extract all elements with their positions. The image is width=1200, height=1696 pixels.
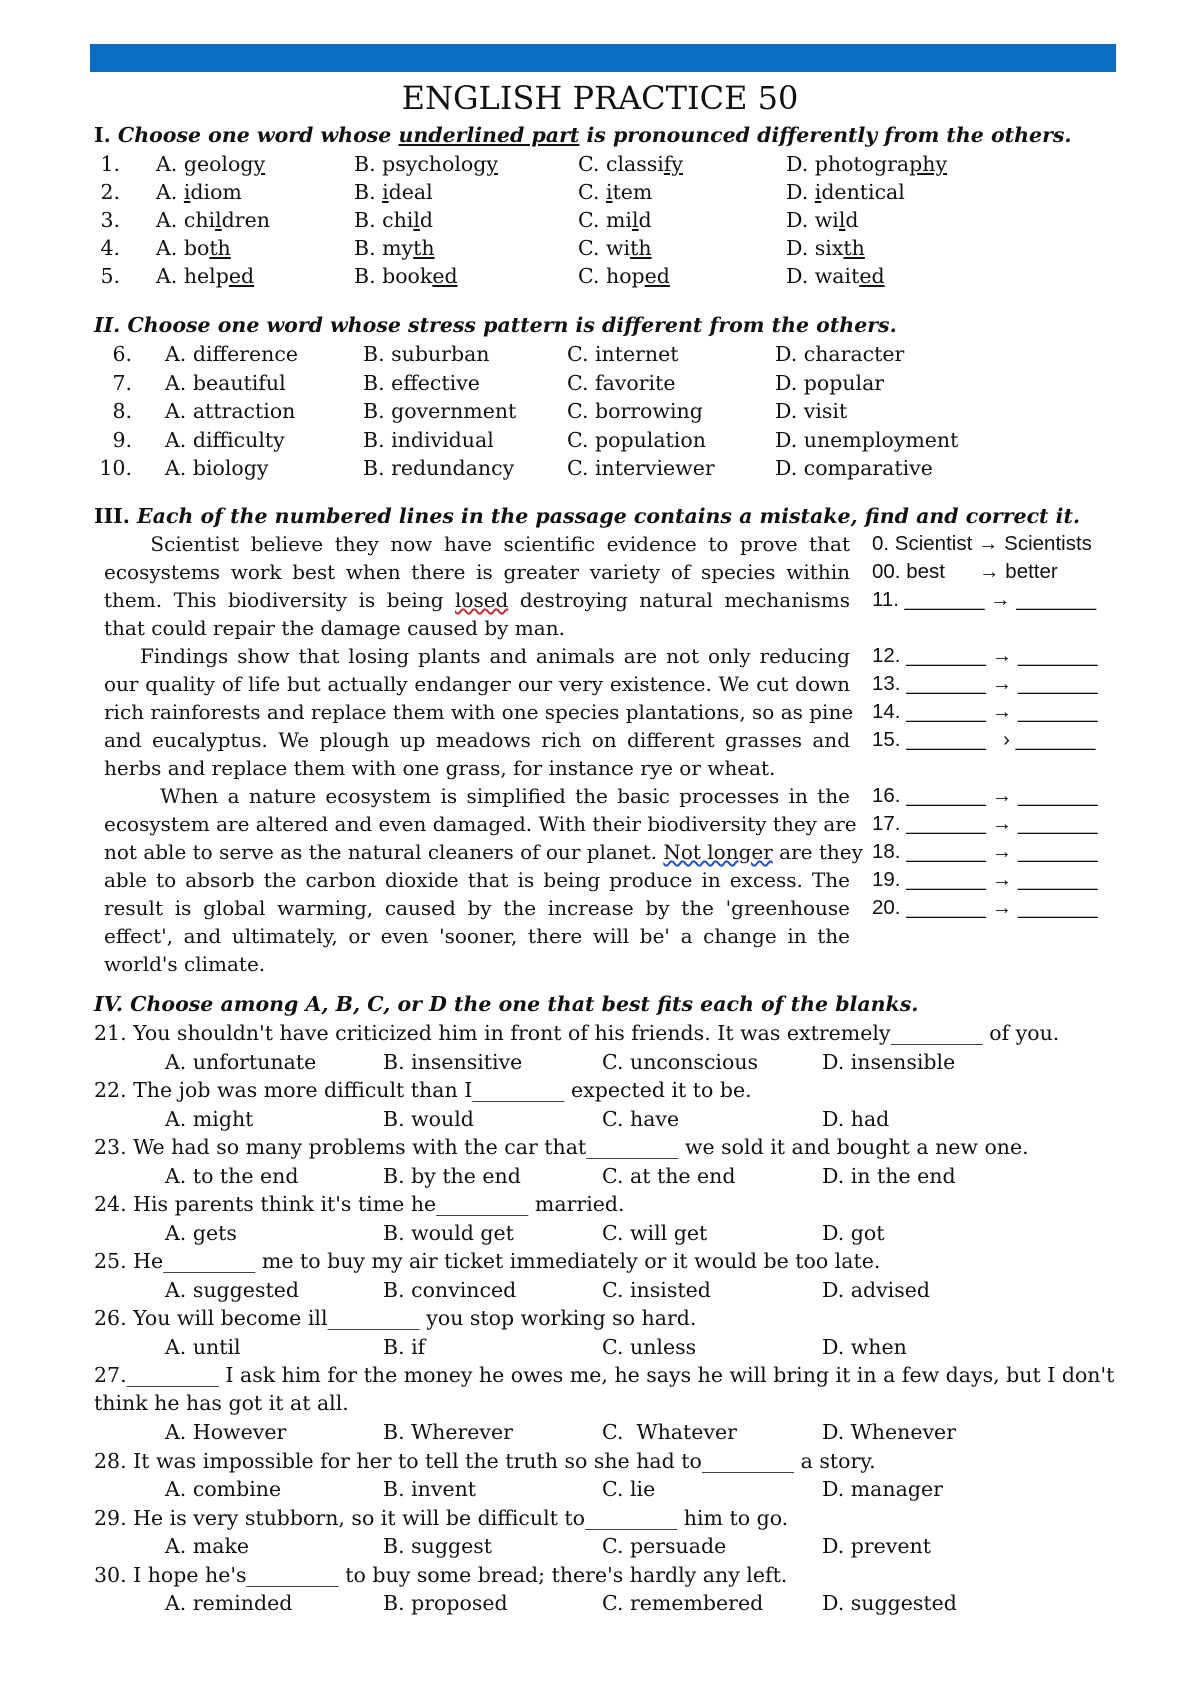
- correction-answer-line: 19. _______ → _______: [872, 868, 1098, 891]
- option-c: C. remembered: [602, 1591, 764, 1615]
- option-d: D. comparative: [775, 456, 933, 480]
- option-b: B. Wherever: [383, 1420, 513, 1444]
- passage-text: herbs and replace them with one grass, for instance rye or wheat.: [104, 756, 776, 780]
- question-options: [0, 1276, 1200, 1304]
- question-options: [0, 1418, 1200, 1446]
- stress-row-10: [0, 454, 1200, 482]
- question-number: 1.: [100, 152, 120, 176]
- option-text-rest: d: [845, 208, 859, 232]
- option-b: B. government: [363, 399, 517, 423]
- option-a: [156, 150, 265, 178]
- option-b: B. effective: [363, 370, 480, 395]
- option-d: D. character: [775, 342, 905, 366]
- option-text-rest: tem: [612, 180, 653, 204]
- option-c: C. insisted: [602, 1277, 711, 1302]
- passage-flagged-word: losed: [455, 588, 509, 612]
- question-number: 3.: [100, 208, 120, 232]
- option-a: A. gets: [165, 1220, 237, 1245]
- option-underlined-part: ed: [228, 264, 255, 288]
- section-4-heading: IV. Choose among A, B, C, or D the one that best fits each of the blanks.: [94, 992, 919, 1016]
- option-a: A. to the end: [165, 1163, 299, 1188]
- question-22: 22. The job was more difficult than I_________ expected it to be.: [94, 1078, 752, 1102]
- option-d: D. advised: [822, 1277, 930, 1302]
- option-a: A. combine: [165, 1477, 282, 1501]
- option-d: D. got: [822, 1220, 885, 1245]
- passage-text-rest: are they: [772, 840, 863, 864]
- option-b: [354, 262, 458, 290]
- option-text: A.: [156, 180, 184, 204]
- option-text-rest: diom: [190, 180, 242, 204]
- question-number: 6.: [112, 342, 132, 366]
- passage-text: effect', and ultimately, or even 'sooner, there will be' a change in the: [104, 924, 850, 948]
- option-underlined-part: fy: [663, 152, 684, 176]
- option-text-rest: deal: [388, 180, 433, 204]
- option-a: A. until: [165, 1334, 241, 1359]
- option-text: B. chi: [354, 208, 414, 232]
- passage-line: [104, 810, 857, 838]
- option-text: D.: [786, 180, 815, 204]
- option-a: A. biology: [165, 456, 269, 480]
- option-a: A. make: [165, 1534, 250, 1558]
- option-a: [156, 178, 242, 206]
- option-b: B. would: [383, 1106, 474, 1131]
- option-underlined-part: l: [413, 208, 420, 232]
- passage-text: them. This biodiversity is being: [104, 588, 456, 612]
- option-b: [354, 150, 498, 178]
- option-b: B. by the end: [383, 1163, 521, 1188]
- option-c: C. will get: [602, 1220, 708, 1245]
- option-b: B. convinced: [383, 1277, 517, 1302]
- question-options: [0, 1333, 1200, 1361]
- passage-line: [104, 866, 850, 894]
- option-text: C. hop: [578, 264, 645, 288]
- option-text: C. wi: [578, 236, 631, 260]
- correction-answer-line: 20. _______ → _______: [872, 896, 1098, 919]
- option-underlined-part: gy: [240, 152, 266, 176]
- option-d: D. manager: [822, 1477, 943, 1501]
- option-d: D. suggested: [822, 1591, 957, 1615]
- passage-text: Findings show that losing plants and animals are not only reducing: [104, 644, 850, 668]
- option-underlined-part: ed: [859, 264, 885, 288]
- option-d: D. insensible: [822, 1049, 956, 1074]
- passage-text: able to absorb the carbon dioxide that is being produce in excess. The: [104, 868, 850, 892]
- option-c: C. at the end: [602, 1163, 736, 1188]
- option-a: A. However: [165, 1420, 287, 1444]
- passage-flagged-word: Not longer: [663, 840, 773, 864]
- section-2-heading: II. Choose one word whose stress pattern is different from the others.: [94, 313, 897, 337]
- option-a: [156, 234, 231, 262]
- passage-line: [104, 894, 850, 922]
- question-row-1: [0, 150, 1200, 178]
- option-a: A. suggested: [165, 1277, 299, 1302]
- section-1-text-before: Choose one word whose: [117, 123, 399, 147]
- option-text: D. wi: [786, 208, 839, 232]
- option-underlined-part: i: [183, 180, 191, 204]
- section-1-text-after: is pronounced differently from the others.: [579, 123, 1072, 147]
- question-number: 2.: [100, 180, 120, 204]
- question-number: 5.: [100, 264, 120, 288]
- correction-answer-line: 15. _______ › _______: [872, 728, 1096, 751]
- question-number: 10.: [99, 456, 132, 480]
- option-c: C. have: [602, 1106, 680, 1131]
- option-text-rest: dentical: [821, 180, 905, 204]
- passage-line: [104, 670, 850, 698]
- option-text-rest: d: [419, 208, 434, 232]
- option-b: B. proposed: [383, 1591, 508, 1615]
- passage-line: [104, 782, 850, 810]
- passage-text: that could repair the damage caused by man.: [104, 616, 565, 640]
- option-text: D. wait: [786, 264, 860, 288]
- correction-answer-line: 12. _______ → _______: [872, 644, 1098, 667]
- question-row-5: [0, 262, 1200, 290]
- option-c: [578, 206, 652, 234]
- question-28: 28. It was impossible for her to tell the truth so she had to_________ a story.: [94, 1448, 876, 1473]
- option-underlined-part: i: [382, 180, 389, 204]
- passage-text: our quality of life but actually endanger our very existence. We cut down: [104, 672, 850, 696]
- section-1-heading: [94, 121, 1072, 149]
- passage-text: rich rainforests and replace them with one species plantations, so as pine: [104, 700, 854, 724]
- question-row-2: [0, 178, 1200, 206]
- question-25: 25. He_________ me to buy my air ticket immediately or it would be too late.: [94, 1249, 881, 1273]
- option-text: B.: [354, 180, 383, 204]
- passage-text: ecosystems work best when there is greater variety of species within: [104, 560, 850, 584]
- header-color-bar: [90, 44, 1116, 72]
- option-text-rest: d: [638, 208, 652, 232]
- passage-text-rest: destroying natural mechanisms: [508, 588, 850, 612]
- option-text: A. geolo: [156, 152, 241, 176]
- option-text: A. bo: [156, 236, 210, 260]
- option-a: A. difference: [165, 342, 298, 366]
- option-underlined-part: i: [814, 180, 822, 204]
- option-d: D. prevent: [822, 1534, 931, 1558]
- option-text: D. six: [786, 236, 844, 260]
- passage-line: [104, 614, 850, 642]
- correction-answer-line: 11. _______ → _______: [872, 588, 1097, 611]
- option-c: C. borrowing: [567, 399, 703, 423]
- option-a: A. difficulty: [165, 427, 285, 452]
- correction-answer-line: 13. _______ → _______: [872, 672, 1098, 695]
- option-c: C. interviewer: [567, 456, 715, 480]
- section-3-heading: [94, 502, 1080, 530]
- option-text: B. my: [354, 236, 414, 260]
- question-number: 9.: [112, 427, 132, 452]
- question-row-3: [0, 206, 1200, 234]
- option-c: [578, 234, 652, 262]
- option-c: [578, 150, 683, 178]
- passage-text: When a nature ecosystem is simplified the basic processes in the: [104, 784, 850, 808]
- correction-answer-line: 16. _______ → _______: [872, 784, 1098, 807]
- correction-answer-line: 18. _______ → _______: [872, 840, 1098, 863]
- option-d: [786, 150, 947, 178]
- passage-line: [104, 726, 850, 754]
- question-options: [0, 1532, 1200, 1560]
- option-underlined-part: th: [843, 236, 865, 260]
- option-c: C. Whatever: [602, 1420, 737, 1444]
- option-c: [578, 262, 670, 290]
- question-number: 7.: [112, 370, 132, 395]
- question-27: 27._________ I ask him for the money he owes me, he says he will bring it in a few days, but I don't think he has got it at all.: [94, 1363, 1115, 1415]
- option-underlined-part: l: [631, 208, 639, 232]
- option-c: C. lie: [602, 1477, 656, 1501]
- passage-line: [104, 754, 850, 782]
- option-underlined-part: i: [606, 180, 613, 204]
- option-text: C. classi: [578, 152, 664, 176]
- question-options: [0, 1219, 1200, 1247]
- question-number: 4.: [100, 236, 120, 260]
- passage-text: ecosystem are altered and even damaged. With their biodiversity they are: [104, 812, 857, 836]
- question-23: 23. We had so many problems with the car that_________ we sold it and bought a new one.: [94, 1135, 1029, 1159]
- option-c: C. internet: [567, 342, 679, 366]
- option-d: [786, 206, 859, 234]
- option-b: B. insensitive: [383, 1049, 523, 1074]
- option-underlined-part: l: [215, 208, 222, 232]
- section-1-number: I.: [94, 123, 118, 147]
- option-underlined-part: ed: [644, 264, 670, 288]
- option-a: A. reminded: [165, 1591, 293, 1615]
- stress-row-8: [0, 397, 1200, 425]
- option-text: B. book: [354, 264, 433, 288]
- option-a: A. might: [165, 1106, 254, 1131]
- option-b: [354, 178, 433, 206]
- option-d: D. visit: [775, 399, 848, 423]
- option-underlined-part: l: [838, 208, 846, 232]
- option-a: A. beautiful: [165, 370, 286, 395]
- option-b: B. redundancy: [363, 456, 515, 480]
- option-c: C. unconscious: [602, 1049, 759, 1074]
- option-b: B. suburban: [363, 342, 490, 366]
- passage-text: world's climate.: [104, 952, 266, 976]
- section-3-number: III.: [94, 504, 138, 528]
- passage-line: [104, 698, 854, 726]
- option-c: C. favorite: [567, 370, 676, 395]
- option-a: A. attraction: [165, 399, 296, 423]
- option-d: [786, 262, 885, 290]
- question-options: [0, 1048, 1200, 1076]
- correction-answer-line: 14. _______ → _______: [872, 700, 1098, 723]
- option-underlined-part: ed: [432, 264, 458, 288]
- option-text: A. help: [156, 264, 229, 288]
- option-d: D. Whenever: [822, 1420, 956, 1444]
- passage-text: Scientist believe they now have scientific evidence to prove that: [104, 532, 850, 556]
- option-d: [786, 178, 905, 206]
- passage-line: [104, 950, 850, 978]
- option-underlined-part: phy: [909, 152, 948, 176]
- option-underlined-part: th: [209, 236, 231, 260]
- passage-line: [104, 922, 850, 950]
- option-d: [786, 234, 865, 262]
- page-title: ENGLISH PRACTICE 50: [401, 79, 799, 117]
- option-d: D. in the end: [822, 1163, 956, 1188]
- option-d: D. when: [822, 1334, 907, 1359]
- passage-text: result is global warming, caused by the increase by the 'greenhouse: [104, 896, 850, 920]
- question-29: 29. He is very stubborn, so it will be difficult to_________ him to go.: [94, 1505, 789, 1530]
- option-c: [578, 178, 652, 206]
- passage-line: [104, 530, 850, 558]
- question-30: 30. I hope he's_________ to buy some bread; there's hardly any left.: [94, 1562, 788, 1587]
- stress-row-7: [0, 369, 1200, 397]
- option-text: D. photogra: [786, 152, 910, 176]
- option-text-rest: dren: [221, 208, 270, 232]
- question-21: 21. You shouldn't have criticized him in front of his friends. It was extremely_________ of you.: [94, 1021, 1060, 1045]
- passage-text: and eucalyptus. We plough up meadows rich on different grasses and: [104, 728, 850, 752]
- question-number: 8.: [112, 399, 132, 423]
- option-d: D. unemployment: [775, 427, 959, 452]
- option-b: B. would get: [383, 1220, 514, 1245]
- option-c: C. persuade: [602, 1534, 727, 1558]
- question-options: [0, 1589, 1200, 1617]
- option-text: A. chi: [156, 208, 216, 232]
- option-b: [354, 234, 435, 262]
- passage-line: [104, 558, 850, 586]
- question-24: 24. His parents think it's time he_________ married.: [94, 1192, 625, 1216]
- passage-line: [104, 642, 850, 670]
- option-text: C.: [578, 180, 606, 204]
- option-b: [354, 206, 433, 234]
- option-c: C. population: [567, 427, 706, 452]
- option-b: B. suggest: [383, 1534, 492, 1558]
- option-underlined-part: th: [413, 236, 435, 260]
- question-row-4: [0, 234, 1200, 262]
- correction-answer-line: 17. _______ → _______: [872, 812, 1098, 835]
- question-options: [0, 1475, 1200, 1503]
- passage-line: [104, 586, 850, 614]
- option-b: B. invent: [383, 1477, 477, 1501]
- correction-answer-line: 00. best → better: [872, 560, 1058, 583]
- option-underlined-part: gy: [473, 152, 498, 176]
- option-a: A. unfortunate: [165, 1049, 317, 1074]
- option-underlined-part: th: [630, 236, 652, 260]
- option-d: D. had: [822, 1106, 890, 1131]
- question-options: [0, 1105, 1200, 1133]
- option-b: B. individual: [363, 427, 494, 452]
- option-c: C. unless: [602, 1334, 697, 1359]
- option-text: B. psycholo: [354, 152, 474, 176]
- option-d: D. popular: [775, 370, 885, 395]
- correction-answer-line: 0. Scientist → Scientists: [872, 532, 1092, 555]
- option-a: [156, 262, 254, 290]
- option-b: B. if: [383, 1334, 426, 1359]
- section-1-underlined: underlined part: [398, 123, 580, 147]
- stress-row-6: [0, 340, 1200, 368]
- stress-row-9: [0, 426, 1200, 454]
- passage-text: not able to serve as the natural cleaners of our planet.: [104, 840, 664, 864]
- option-a: [156, 206, 270, 234]
- option-text: C. mi: [578, 208, 632, 232]
- passage-line: [104, 838, 863, 866]
- question-options: [0, 1162, 1200, 1190]
- section-3-text: Each of the numbered lines in the passage contains a mistake, find and correct it.: [137, 504, 1081, 528]
- question-26: 26. You will become ill_________ you stop working so hard.: [94, 1306, 697, 1330]
